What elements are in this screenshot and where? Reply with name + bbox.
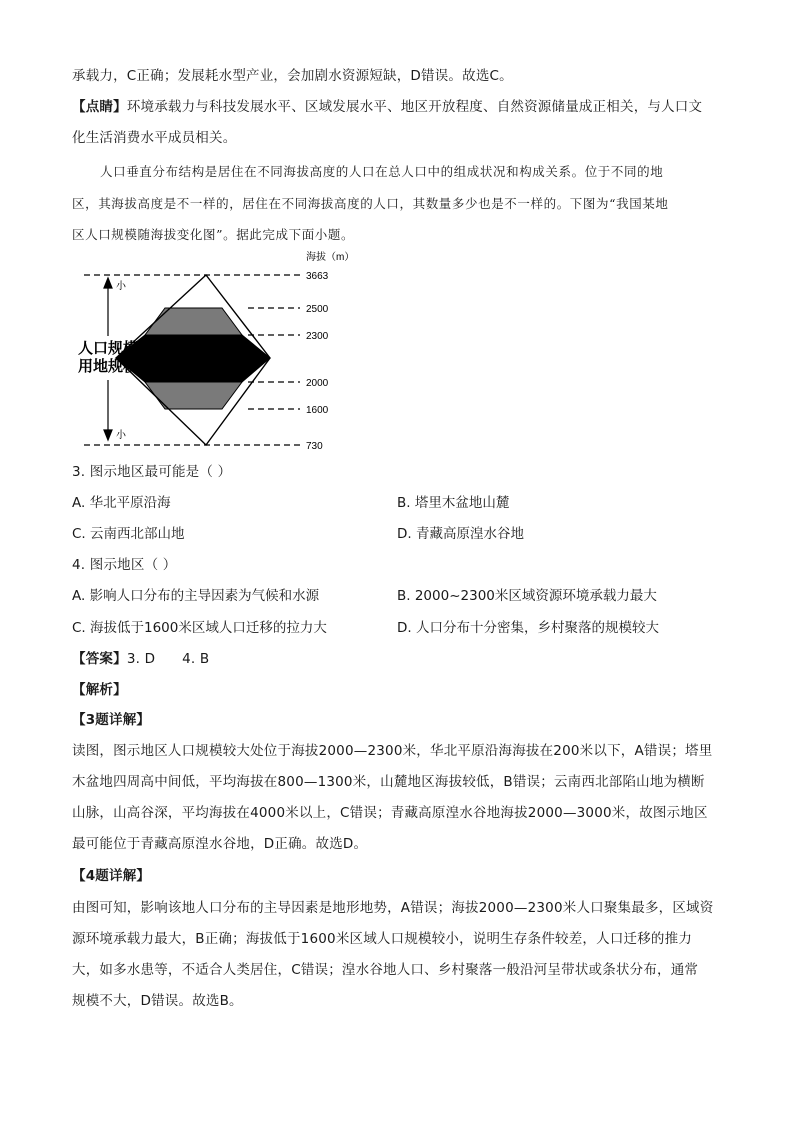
q3-option-c: C. 云南西北部山地: [72, 526, 185, 542]
tick-label: 2000: [306, 378, 329, 389]
detail-3-tag: 【3题详解】: [72, 712, 151, 728]
label-land: 用地规模: [78, 358, 139, 375]
answer-tag: 【答案】: [72, 651, 127, 667]
passage-line: 区人口规模随海拔变化图”。据此完成下面小题。: [72, 227, 355, 242]
text-line: 化生活消费水平成员相关。: [72, 130, 237, 146]
answer-line: [72, 649, 209, 669]
band-1600-2000: [145, 382, 242, 409]
tick-label: 730: [306, 441, 323, 452]
detail-3-line: 读图，图示地区人口规模较大处位于海拔2000—2300米，华北平原沿海海拔在200米以下，A错误；塔里: [72, 743, 713, 759]
detail-4-line: 大，如多水患等，不适合人类居住，C错误；湟水谷地人口、乡村聚落一般沿河呈带状或条状分布，通常: [72, 962, 699, 978]
tick-label: 3663: [306, 271, 329, 282]
tick-label: 2500: [306, 304, 329, 315]
q3-option-d: D. 青藏高原湟水谷地: [397, 526, 524, 542]
small-label-top: 小: [116, 281, 126, 292]
question-4-stem: 4. 图示地区（ ）: [72, 557, 177, 573]
text-span: 环境承载力与科技发展水平、区域发展水平、地区开放程度、自然资源储量成正相关，与人口文: [126, 99, 703, 115]
q4-option-c: C. 海拔低于1600米区域人口迁移的拉力大: [72, 620, 327, 636]
question-3-stem: 3. 图示地区最可能是（ ）: [72, 464, 232, 480]
band-2000-2300: [116, 335, 270, 382]
arrow-down-icon: [104, 430, 112, 440]
passage-line: 人口垂直分布结构是居住在不同海拔高度的人口在总人口中的组成状况和构成关系。位于不同的地: [100, 164, 664, 179]
tick-label: 1600: [306, 405, 329, 416]
q3-option-b: B. 塔里木盆地山麓: [397, 495, 510, 511]
label-population: 人口规模: [78, 340, 139, 357]
q4-option-a: A. 影响人口分布的主导因素为气候和水源: [72, 588, 320, 604]
q3-option-a: A. 华北平原沿海: [72, 495, 171, 511]
small-label-bottom: 小: [116, 430, 126, 441]
passage-line: 区，其海拔高度是不一样的，居住在不同海拔高度的人口，其数量多少也是不一样的。下图为“我国某地: [72, 196, 669, 211]
detail-4-tag: 【4题详解】: [72, 868, 151, 884]
detail-4-line: 规模不大，D错误。故选B。: [72, 993, 243, 1009]
detail-4-line: 由图可知，影响该地人口分布的主导因素是地形地势，A错误；海拔2000—2300米人口聚集最多，区域资: [72, 900, 714, 916]
arrow-up-icon: [104, 278, 112, 288]
axis-title: 海拔（m）: [306, 252, 355, 263]
analysis-tag: 【解析】: [72, 682, 127, 698]
band-2300-2500: [145, 308, 242, 335]
text-line: 承载力，C正确；发展耗水型产业，会加剧水资源短缺，D错误。故选C。: [72, 68, 513, 84]
answer-text: 3. D 4. B: [126, 651, 210, 667]
detail-4-line: 源环境承载力最大，B正确；海拔低于1600米区域人口规模较小，说明生存条件较差，人口迁移的推力: [72, 931, 693, 947]
q4-option-d: D. 人口分布十分密集，乡村聚落的规模较大: [397, 620, 659, 636]
detail-3-line: 最可能位于青藏高原湟水谷地，D正确。故选D。: [72, 836, 368, 852]
detail-3-line: 山脉，山高谷深，平均海拔在4000米以上，C错误；青藏高原湟水谷地海拔2000—3000米，故图示地区: [72, 805, 708, 821]
altitude-population-figure: [72, 248, 372, 454]
tick-label: 2300: [306, 331, 329, 342]
section-tag-dianjing: 【点睛】: [72, 99, 127, 115]
q4-option-b: B. 2000~2300米区域资源环境承载力最大: [397, 588, 657, 604]
detail-3-line: 木盆地四周高中间低，平均海拔在800—1300米，山麓地区海拔较低，B错误；云南西北部陷山地为横断: [72, 774, 705, 790]
text-line: [72, 97, 702, 117]
